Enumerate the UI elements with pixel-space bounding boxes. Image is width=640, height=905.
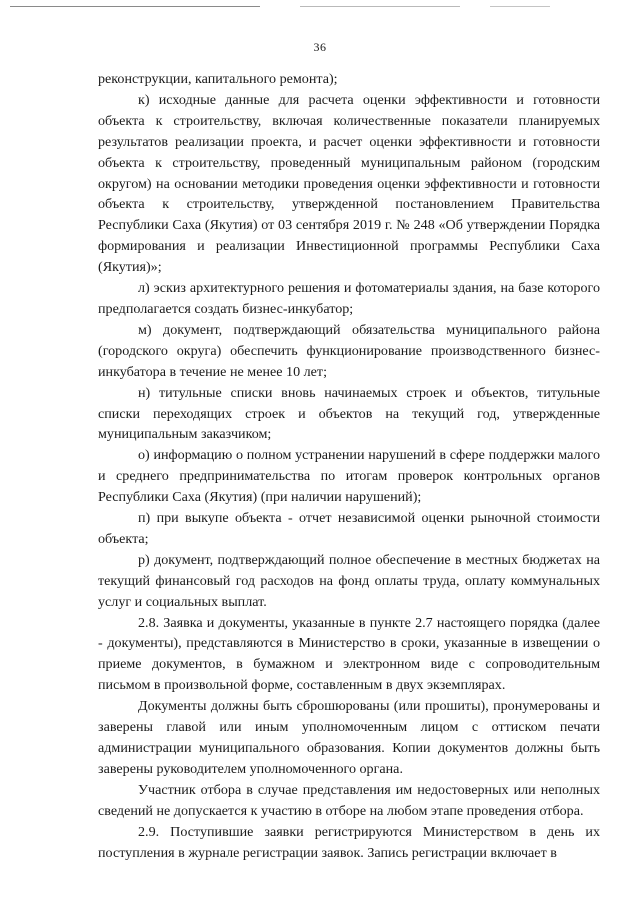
paragraph: Участник отбора в случае представления им недостоверных или неполных сведений не допускается к участию в отборе на любом этапе проведения отбора. bbox=[98, 781, 600, 819]
scan-artifact-line bbox=[300, 6, 460, 7]
paragraph: к) исходные данные для расчета оценки эффективности и готовности объекта к строительству, включая количественные показатели планируемых результатов реализации проекта, и расчет оценки эффективности и готовности объекта к строительству, проведенный муниципальным районом (городским округом) на основании методики проведения оценки эффективности и готовности объекта к строительству, утвержденной постановлением Правительства Республики Саха (Якутия) от 03 сентября 2019 г. № 248 «Об утверждении Порядка формирования и реализации Инвестиционной программы Республики Саха (Якутия)»; bbox=[98, 91, 600, 276]
document-body bbox=[98, 69, 600, 863]
scan-artifact-line bbox=[10, 6, 260, 7]
paragraph: о) информацию о полном устранении нарушений в сфере поддержки малого и среднего предпринимательства по итогам проверок контрольных органов Республики Саха (Якутия) (при наличии нарушений); bbox=[98, 447, 600, 506]
paragraph: 2.8. Заявка и документы, указанные в пункте 2.7 настоящего порядка (далее - документы), представляются в Министерство в сроки, указанные в извещении о приеме документов, в бумажном и электронном виде с сопроводительным письмом в произвольной форме, составленным в двух экземплярах. bbox=[98, 614, 600, 694]
paragraph: п) при выкупе объекта - отчет независимой оценки рыночной стоимости объекта; bbox=[98, 510, 600, 547]
page-number: 36 bbox=[313, 40, 327, 54]
scan-artifact-line bbox=[490, 6, 550, 7]
paragraph: Документы должны быть сброшюрованы (или прошиты), пронумерованы и заверены главой или иным уполномоченным лицом с оттиском печати администрации муниципального образования. Копии документов должны быть заверены руководителем уполномоченного органа. bbox=[98, 698, 600, 777]
paragraph: 2.9. Поступившие заявки регистрируются Министерством в день их поступления в журнале регистрации заявок. Запись регистрации включает в bbox=[98, 823, 600, 861]
paragraph: н) титульные списки вновь начинаемых строек и объектов, титульные списки переходящих строек и объектов на текущий год, утвержденные муниципальным заказчиком; bbox=[98, 384, 600, 443]
paragraph: л) эскиз архитектурного решения и фотоматериалы здания, на базе которого предполагается создать бизнес-инкубатор; bbox=[98, 280, 600, 317]
paragraph: р) документ, подтверждающий полное обеспечение в местных бюджетах на текущий финансовый год расходов на фонд оплаты труда, оплату коммунальных услуг и социальных выплат. bbox=[98, 551, 600, 610]
paragraph: м) документ, подтверждающий обязательства муниципального района (городского округа) обеспечить функционирование производственного бизнес-инкубатора в течение не менее 10 лет; bbox=[98, 321, 600, 380]
paragraph: реконструкции, капитального ремонта); bbox=[98, 71, 338, 87]
